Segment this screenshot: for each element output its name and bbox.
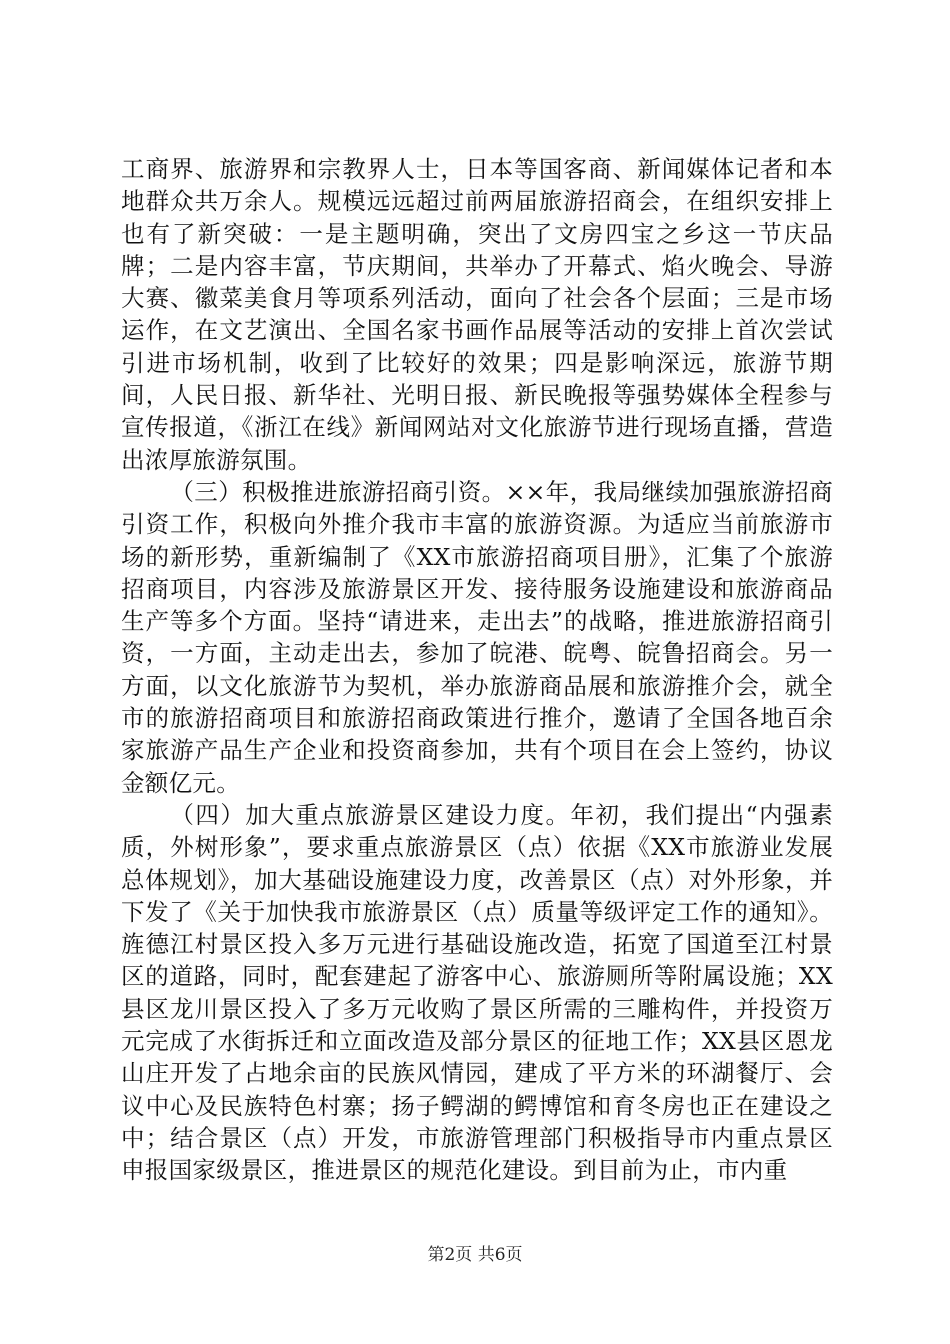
page-number: 第2页 共6页	[427, 1245, 523, 1265]
paragraph-continued: 工商界、旅游界和宗教界人士，日本等国客商、新闻媒体记者和本地群众共万余人。规模远远超过前两届旅游招商会，在组织安排上也有了新突破：一是主题明确，突出了文房四宝之乡这一节庆品牌；二是内容丰富，节庆期间，共举办了开幕式、焰火晚会、导游大赛、徽菜美食月等项系列活动，面向了社会各个层面；三是市场运作，在文艺演出、全国名家书画作品展等活动的安排上首次尝试引进市场机制，收到了比较好的效果；四是影响深远，旅游节期间，人民日报、新华社、光明日报、新民晚报等强势媒体全程参与宣传报道，《浙江在线》新闻网站对文化旅游节进行现场直播，营造出浓厚旅游氛围。	[121, 155, 833, 474]
paragraph-tourism-investment: （三）积极推进旅游招商引资。××年，我局继续加强旅游招商引资工作，积极向外推介我市丰富的旅游资源。为适应当前旅游市场的新形势，重新编制了《XX市旅游招商项目册》，汇集了个旅游招商项目，内容涉及旅游景区开发、接待服务设施建设和旅游商品生产等多个方面。坚持“请进来，走出去”的战略，推进旅游招商引资，一方面，主动走出去，参加了皖港、皖粤、皖鲁招商会。另一方面，以文化旅游节为契机，举办旅游商品展和旅游推介会，就全市的旅游招商项目和旅游招商政策进行推介，邀请了全国各地百余家旅游产品生产企业和投资商参加，共有个项目在会上签约，协议金额亿元。	[121, 477, 833, 797]
paragraph-scenic-area-construction: （四）加大重点旅游景区建设力度。年初，我们提出“内强素质，外树形象”，要求重点旅游景区（点）依据《XX市旅游业发展总体规划》，加大基础设施建设力度，改善景区（点）对外形象，并下发了《关于加快我市旅游景区（点）质量等级评定工作的通知》。旌德江村景区投入多万元进行基础设施改造，拓宽了国道至江村景区的道路，同时，配套建起了游客中心、旅游厕所等附属设施；XX县区龙川景区投入了多万元收购了景区所需的三雕构件，并投资万元完成了水街拆迁和立面改造及部分景区的征地工作；XX县区恩龙山庄开发了占地余亩的民族风情园，建成了平方米的环湖餐厅、会议中心及民族特色村寨；扬子鳄湖的鳄博馆和育冬房也正在建设之中；结合景区（点）开发，市旅游管理部门积极指导市内重点景区申报国家级景区，推进景区的规范化建设。到目前为止，市内重	[121, 800, 833, 1185]
document-body	[121, 153, 833, 1187]
page-footer	[0, 1244, 950, 1266]
